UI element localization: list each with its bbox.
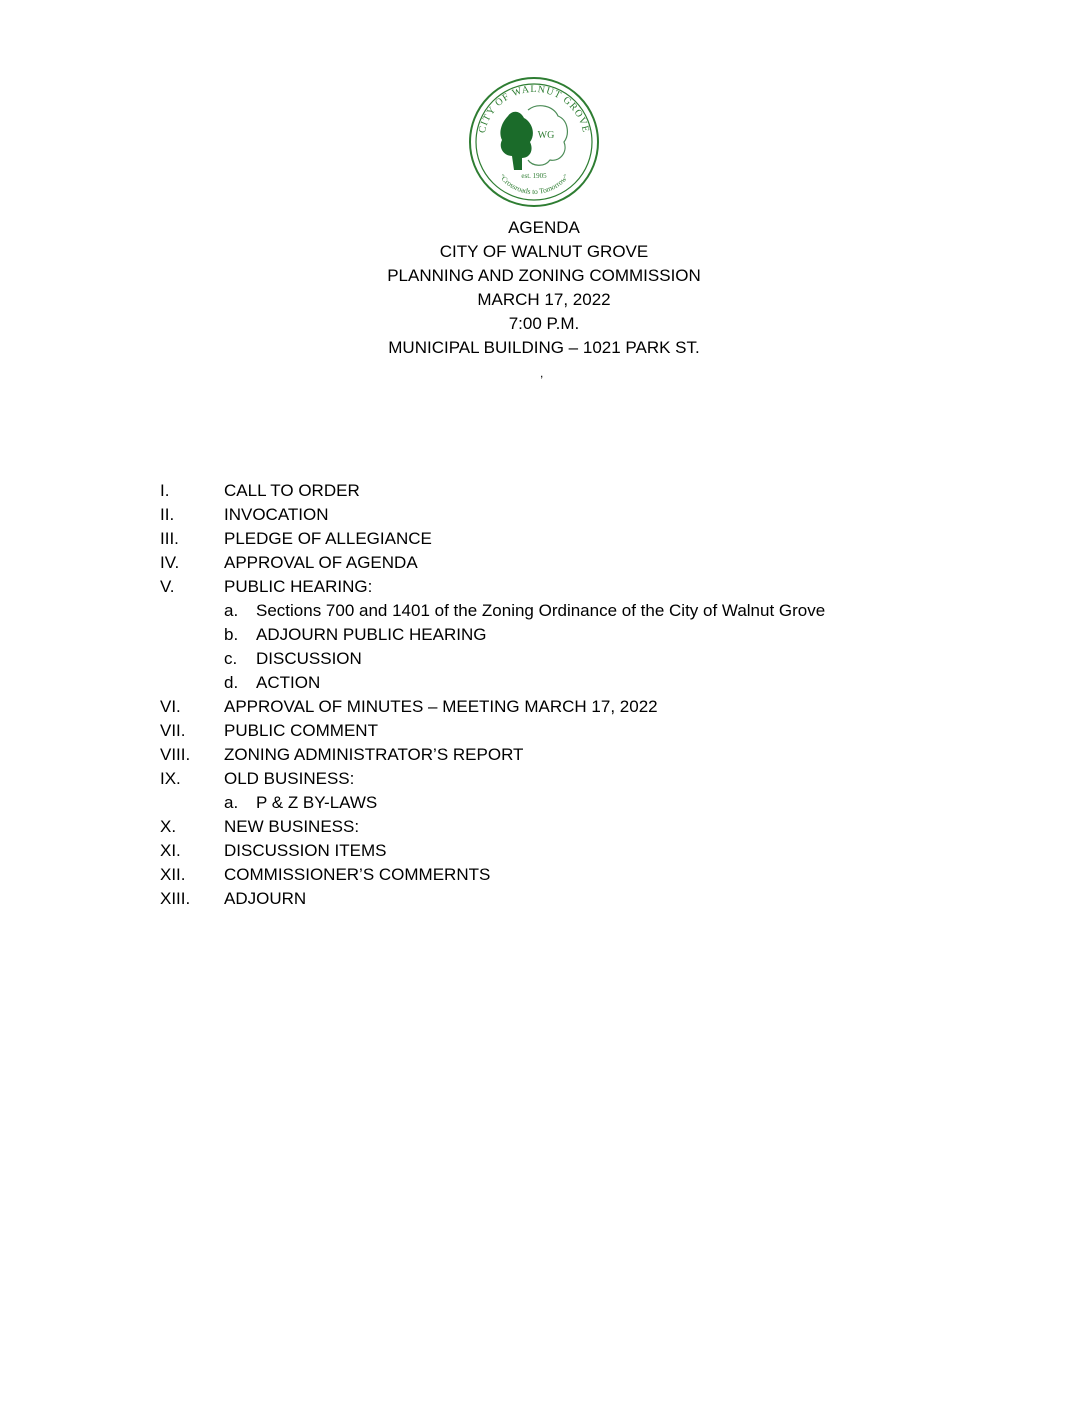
header-date: MARCH 17, 2022	[477, 290, 611, 309]
agenda-subitem	[160, 647, 1060, 671]
stray-mark: ,	[540, 366, 544, 380]
header-location: MUNICIPAL BUILDING – 1021 PARK ST.	[388, 338, 700, 357]
item-number: X.	[160, 817, 177, 836]
agenda-item	[160, 719, 1060, 743]
seal-est: est. 1905	[521, 172, 547, 180]
agenda-item	[160, 815, 1060, 839]
agenda-header	[0, 216, 1088, 360]
header-title: AGENDA	[508, 218, 580, 237]
seal-ring-text: CITY OF WALNUT GROVE	[476, 83, 592, 135]
agenda-item	[160, 503, 1060, 527]
subitem-label: ADJOURN PUBLIC HEARING	[256, 625, 487, 644]
subitem-letter: a.	[224, 793, 239, 812]
item-number: VI.	[160, 697, 181, 716]
agenda-list	[160, 479, 1060, 911]
item-number: IV.	[160, 553, 180, 572]
agenda-item	[160, 743, 1060, 767]
header-time: 7:00 P.M.	[508, 314, 580, 333]
item-label: NEW BUSINESS:	[224, 817, 360, 836]
item-number: V.	[160, 577, 175, 596]
item-label: ADJOURN	[224, 889, 307, 908]
item-number: XI.	[160, 841, 181, 860]
subitem-letter: a.	[224, 601, 239, 620]
agenda-item	[160, 479, 1060, 503]
item-number: I.	[160, 481, 170, 500]
subitem-label: DISCUSSION	[256, 649, 362, 668]
agenda-item	[160, 695, 1060, 719]
agenda-subitem	[160, 791, 1060, 815]
seal-motto: "Crossroads to Tomorrow"	[497, 172, 571, 197]
item-label: APPROVAL OF AGENDA	[224, 553, 418, 572]
item-label: PLEDGE OF ALLEGIANCE	[224, 529, 432, 548]
agenda-item	[160, 887, 1060, 911]
agenda-item	[160, 575, 1060, 599]
agenda-item	[160, 863, 1060, 887]
subitem-letter: d.	[224, 673, 239, 692]
subitem-letter: c.	[224, 649, 238, 668]
city-seal-logo	[468, 76, 600, 208]
item-number: XII.	[160, 865, 186, 884]
item-label: CALL TO ORDER	[224, 481, 360, 500]
item-number: IX.	[160, 769, 181, 788]
item-label: PUBLIC HEARING:	[224, 577, 373, 596]
item-label: OLD BUSINESS:	[224, 769, 355, 788]
subitem-label: P & Z BY-LAWS	[256, 793, 378, 812]
agenda-item	[160, 839, 1060, 863]
agenda-subitem	[160, 599, 1060, 623]
item-label: ZONING ADMINISTRATOR’S REPORT	[224, 745, 524, 764]
header-commission: PLANNING AND ZONING COMMISSION	[387, 266, 701, 285]
agenda-item	[160, 527, 1060, 551]
subitem-label: ACTION	[256, 673, 321, 692]
item-label: COMMISSIONER’S COMMERNTS	[224, 865, 491, 884]
agenda-item	[160, 551, 1060, 575]
agenda-subitem	[160, 623, 1060, 647]
item-number: VII.	[160, 721, 186, 740]
item-label: INVOCATION	[224, 505, 329, 524]
item-label: PUBLIC COMMENT	[224, 721, 378, 740]
item-number: VIII.	[160, 745, 191, 764]
subitem-letter: b.	[224, 625, 239, 644]
agenda-subitem	[160, 671, 1060, 695]
item-number: XIII.	[160, 889, 191, 908]
subitem-label: Sections 700 and 1401 of the Zoning Ordinance of the City of Walnut Grove	[256, 601, 826, 620]
tree-icon	[500, 112, 532, 170]
header-city: CITY OF WALNUT GROVE	[439, 242, 649, 261]
item-number: II.	[160, 505, 175, 524]
item-label: APPROVAL OF MINUTES – MEETING MARCH 17, 2022	[224, 697, 658, 716]
seal-monogram: WG	[537, 130, 555, 141]
agenda-item	[160, 767, 1060, 791]
item-label: DISCUSSION ITEMS	[224, 841, 387, 860]
item-number: III.	[160, 529, 179, 548]
